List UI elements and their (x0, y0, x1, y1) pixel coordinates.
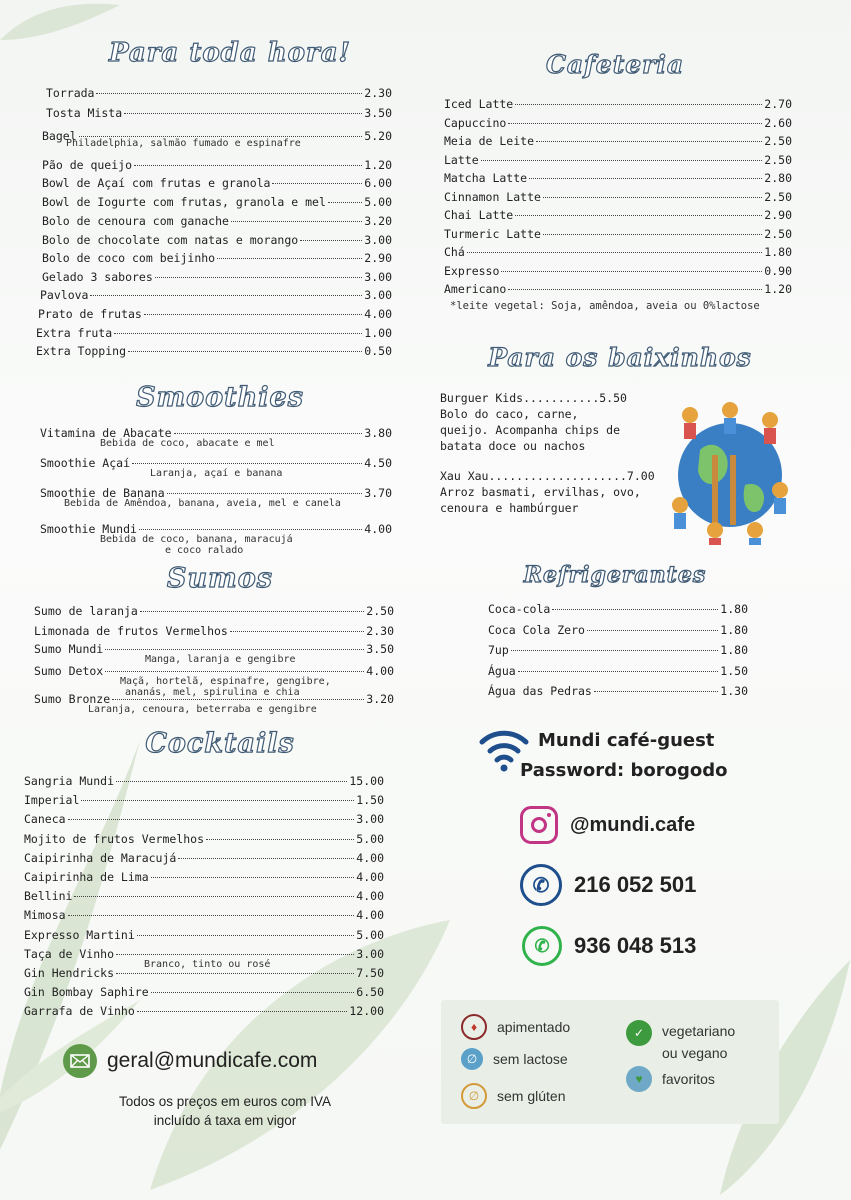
item-name: Capuccino (444, 115, 507, 130)
leader-dots (481, 160, 763, 161)
item-name: Expresso Martini (24, 927, 135, 942)
heart-icon: ♥ (626, 1066, 652, 1092)
legend-spicy-label: apimentado (497, 1019, 571, 1035)
leader-dots (151, 992, 355, 993)
leader-dots (68, 819, 355, 820)
email-text: geral@mundicafe.com (107, 1049, 318, 1072)
leader-dots (79, 136, 363, 137)
leader-dots (124, 113, 362, 114)
item-price: 5.00 (356, 831, 384, 846)
item-name: Água (488, 663, 516, 678)
leader-dots (105, 649, 364, 650)
menu-item-para-toda-hora (38, 307, 392, 321)
legend-lactose (461, 1048, 568, 1070)
menu-item-cocktail (24, 1004, 384, 1018)
item-name: Mojito de frutos Vermelhos (24, 831, 205, 846)
leader-dots (529, 178, 762, 179)
leader-dots (230, 631, 364, 632)
item-name: Extra fruta (36, 326, 113, 340)
item-name: Latte (444, 152, 479, 167)
leader-dots (96, 93, 362, 94)
item-name: Bagel (42, 129, 77, 143)
item-name: Bolo de chocolate com natas e morango (42, 233, 299, 247)
item-price: 2.90 (764, 208, 792, 222)
item-price: 12.00 (349, 1004, 384, 1019)
item-name: Gin Hendricks (24, 966, 115, 980)
item-price: 6.00 (364, 176, 392, 190)
leader-dots (132, 463, 362, 464)
item-price: 2.50 (764, 189, 792, 204)
item-price: 1.80 (764, 245, 792, 259)
item-price: 3.00 (364, 288, 392, 302)
item-name: Smoothie de Banana (40, 486, 165, 500)
item-price: 2.50 (366, 604, 394, 618)
menu-item-cocktail (24, 812, 384, 826)
item-name: 7up (488, 643, 509, 657)
menu-item-para-toda-hora (42, 270, 392, 284)
item-name: Smoothie Mundi (40, 522, 137, 536)
item-name: Coca-cola (488, 602, 551, 616)
leader-dots (300, 240, 362, 241)
section-title-cocktails: Cocktails (145, 728, 295, 759)
menu-item-cocktail (24, 851, 384, 865)
item-price: 2.80 (764, 171, 792, 185)
wifi-password: Password: borogodo (520, 760, 728, 781)
leader-dots (151, 877, 355, 878)
item-name: Imperial (24, 793, 80, 808)
leader-dots (178, 858, 354, 859)
menu-item-cafeteria (444, 134, 792, 148)
menu-item-cafeteria (444, 97, 792, 111)
leader-dots (511, 650, 719, 651)
section-title-cafeteria: Cafeteria (545, 50, 685, 79)
leader-dots (501, 271, 762, 272)
leader-dots (155, 277, 363, 278)
legend-gluten-label: sem glúten (497, 1088, 566, 1104)
item-price: 3.00 (356, 812, 384, 827)
item-price: 5.00 (356, 927, 384, 942)
item-name: Bolo de cenoura com ganache (42, 214, 229, 228)
item-description: Maçã, hortelã, espinafre, gengibre, (120, 676, 331, 687)
leader-dots (594, 691, 718, 692)
leader-dots (174, 433, 363, 434)
leader-dots (536, 141, 762, 142)
cafeteria-note: *leite vegetal: Soja, amêndoa, aveia ou 0%lactose (450, 300, 760, 312)
item-price: 3.00 (364, 270, 392, 284)
menu-item-para-toda-hora (42, 158, 392, 172)
item-description: Laranja, cenoura, beterraba e gengibre (88, 704, 317, 715)
item-price: 4.00 (364, 307, 392, 321)
menu-item-sumo (34, 604, 394, 618)
item-price: 1.80 (720, 602, 748, 616)
menu-item-cafeteria (444, 153, 792, 167)
item-price: 2.60 (764, 115, 792, 130)
item-name: Smoothie Açaí (40, 456, 131, 470)
leader-dots (140, 611, 364, 612)
leader-dots (68, 915, 355, 916)
menu-item-cocktail (24, 908, 384, 922)
xau-xau-item (440, 468, 655, 516)
menu-item-cocktail (24, 928, 384, 942)
no-lactose-icon: ∅ (461, 1048, 483, 1070)
menu-item-para-toda-hora (36, 344, 392, 358)
item-name: Chai Latte (444, 208, 514, 222)
no-gluten-icon: ∅ (461, 1083, 487, 1109)
leader-dots (139, 529, 362, 530)
item-price: 2.50 (764, 152, 792, 167)
menu-item-cafeteria (444, 227, 792, 241)
item-price: 4.00 (356, 870, 384, 884)
item-price: 4.00 (364, 522, 392, 536)
item-price: 2.50 (764, 226, 792, 241)
menu-item-para-toda-hora (42, 176, 392, 190)
item-name: Sumo Detox (34, 664, 104, 678)
item-price: 3.50 (366, 642, 394, 656)
leader-dots (328, 202, 362, 203)
legend-spicy (461, 1014, 570, 1040)
footer-line-2: incluído á taxa em vigor (153, 1113, 297, 1128)
leader-dots (515, 215, 762, 216)
item-description: Laranja, açaí e banana (150, 468, 283, 479)
leader-dots (128, 351, 362, 352)
leader-dots (116, 973, 354, 974)
menu-item-cocktail (24, 889, 384, 903)
item-price: 1.20 (364, 158, 392, 172)
item-price: 3.00 (356, 946, 384, 961)
phone-contact[interactable] (520, 864, 696, 906)
item-name: Sumo de laranja (34, 604, 138, 618)
menu-item-cocktail (24, 793, 384, 807)
item-description: Manga, laranja e gengibre (145, 654, 296, 665)
menu-item-cocktail (24, 985, 384, 999)
item-name: Limonada de frutos Vermelhos (34, 624, 228, 638)
legend-lactose-label: sem lactose (493, 1051, 568, 1067)
leader-dots (137, 1011, 348, 1012)
item-price: 3.70 (364, 486, 392, 500)
item-price: 3.20 (364, 214, 392, 228)
menu-item-cafeteria (444, 208, 792, 222)
whatsapp-contact[interactable] (522, 926, 696, 966)
item-description: Bebida de Amêndoa, banana, aveia, mel e canela (64, 498, 341, 509)
item-price: 1.50 (720, 663, 748, 678)
item-price: 15.00 (349, 774, 384, 788)
menu-item-refrigerante (488, 684, 748, 698)
item-price: 4.00 (356, 889, 384, 904)
footer-line-1: Todos os preços em euros com IVA (118, 1094, 332, 1109)
item-price: 1.80 (720, 622, 748, 637)
leaf-icon: ✓ (626, 1020, 652, 1046)
leader-dots (137, 935, 355, 936)
item-name: Iced Latte (444, 97, 514, 111)
leader-dots (508, 123, 762, 124)
section-title-smoothies: Smoothies (136, 382, 304, 413)
menu-item-para-toda-hora (42, 214, 392, 228)
instagram-contact[interactable] (520, 806, 695, 844)
item-name: Tosta Mista (46, 106, 123, 120)
item-name: Água das Pedras (488, 684, 592, 698)
item-name: Turmeric Latte (444, 226, 541, 241)
leader-dots (167, 493, 363, 494)
menu-item-para-toda-hora (42, 195, 392, 209)
email-contact[interactable] (63, 1044, 317, 1078)
footer-note (70, 1092, 380, 1130)
instagram-icon (520, 806, 558, 844)
legend-veg-line-2: ou vegano (662, 1045, 728, 1061)
item-name: Garrafa de Vinho (24, 1004, 135, 1019)
menu-item-para-toda-hora (42, 233, 392, 247)
phone-number: 216 052 501 (574, 872, 697, 897)
item-name: Bellini (24, 889, 73, 904)
item-name: Meia de Leite (444, 134, 535, 148)
item-price: 5.20 (364, 129, 392, 143)
kids-globe-illustration (660, 395, 800, 545)
bagel-description: Philadelphia, salmão fumado e espinafre (66, 138, 301, 149)
item-name: Bowl de Açaí com frutas e granola (42, 176, 271, 190)
item-price: 2.30 (366, 624, 394, 638)
menu-item-refrigerante (488, 623, 748, 637)
menu-item-para-toda-hora (36, 326, 392, 340)
item-name: Bowl de Iogurte com frutas, granola e mel (42, 195, 326, 209)
email-icon (63, 1044, 97, 1078)
burger-kids-desc-1: Bolo do caco, carne, (440, 407, 579, 421)
menu-item-sumo (34, 624, 394, 638)
dietary-legend (441, 1000, 779, 1124)
section-title-para-toda-hora: Para toda hora! (109, 38, 351, 68)
burger-kids-line: Burguer Kids...........5.50 (440, 391, 627, 405)
item-price: 0.50 (364, 344, 392, 358)
item-price: 1.00 (364, 326, 392, 340)
item-name: Caipirinha de Lima (24, 870, 149, 884)
menu-item-cocktail (24, 832, 384, 846)
item-price: 0.90 (764, 263, 792, 278)
item-name: Chá (444, 245, 465, 259)
item-price: 3.20 (366, 692, 394, 706)
leader-dots (74, 896, 354, 897)
leader-dots (217, 258, 362, 259)
menu-item-para-toda-hora (40, 288, 392, 302)
instagram-handle: @mundi.cafe (570, 813, 696, 836)
leader-dots (543, 197, 762, 198)
leader-dots (116, 954, 354, 955)
item-description: Bebida de coco, abacate e mel (100, 438, 275, 449)
leader-dots (543, 234, 762, 235)
leader-dots (134, 165, 362, 166)
xau-xau-desc-1: Arroz basmati, ervilhas, ovo, (440, 485, 641, 499)
whatsapp-icon: ✆ (522, 926, 562, 966)
legend-gluten (461, 1083, 565, 1109)
item-price: 1.80 (720, 643, 748, 657)
item-price: 2.90 (364, 251, 392, 265)
item-name: Gelado 3 sabores (42, 270, 153, 284)
item-name: Pão de queijo (42, 158, 133, 172)
legend-favorites-label: favoritos (662, 1071, 715, 1087)
leader-dots (206, 839, 354, 840)
item-name: Vitamina de Abacate (40, 426, 172, 440)
item-name: Sangria Mundi (24, 774, 115, 788)
menu-item-cafeteria (444, 282, 792, 296)
legend-veg-line-1: vegetariano (662, 1023, 736, 1039)
leader-dots (114, 333, 362, 334)
item-name: Expresso (444, 263, 500, 278)
item-name: Matcha Latte (444, 171, 528, 185)
chili-icon: ♦ (461, 1014, 487, 1040)
item-name: Bolo de coco com beijinho (42, 251, 216, 265)
item-name: Caipirinha de Maracujá (24, 850, 177, 865)
menu-item-para-toda-hora (46, 106, 392, 120)
item-price: 4.50 (364, 456, 392, 470)
item-price: 2.30 (364, 86, 392, 100)
item-name: Sumo Mundi (34, 642, 104, 656)
item-description: ananás, mel, spirulina e chia (125, 687, 300, 698)
menu-item-refrigerante (488, 602, 748, 616)
item-price: 4.00 (356, 908, 384, 923)
leader-dots (518, 671, 719, 672)
wifi-network: Mundi café-guest (538, 730, 715, 751)
section-title-baixinhos: Para os baixinhos (488, 343, 752, 372)
item-description: e coco ralado (165, 545, 244, 556)
leader-dots (231, 221, 362, 222)
burger-kids-desc-3: batata doce ou nachos (440, 439, 586, 453)
section-title-sumos: Sumos (167, 563, 273, 594)
menu-item-cafeteria (444, 171, 792, 185)
leader-dots (587, 630, 718, 631)
menu-item-refrigerante (488, 643, 748, 657)
item-name: Mimosa (24, 908, 66, 923)
xau-xau-desc-2: cenoura e hambúrguer (440, 501, 579, 515)
leader-dots (90, 295, 362, 296)
item-price: 3.00 (364, 233, 392, 247)
burger-kids-item (440, 390, 627, 454)
leader-dots (508, 289, 762, 290)
whatsapp-number: 936 048 513 (574, 933, 697, 958)
leader-dots (81, 800, 354, 801)
item-name: Extra Topping (36, 344, 127, 358)
leader-dots (552, 609, 718, 610)
item-price: 7.50 (356, 966, 384, 980)
item-name: Torrada (46, 86, 95, 100)
menu-item-cafeteria (444, 264, 792, 278)
leader-dots (116, 781, 347, 782)
item-price: 1.50 (356, 793, 384, 808)
section-title-refrigerantes: Refrigerantes (523, 562, 707, 588)
menu-item-cafeteria (444, 116, 792, 130)
item-price: 1.20 (764, 282, 792, 296)
vinho-description: Branco, tinto ou rosé (144, 959, 271, 970)
item-price: 2.50 (764, 134, 792, 148)
phone-icon: ✆ (520, 864, 562, 906)
item-price: 6.50 (356, 985, 384, 1000)
menu-item-cocktail (24, 870, 384, 884)
legend-favorites (626, 1066, 715, 1092)
item-name: Cinnamon Latte (444, 189, 541, 204)
item-name: Coca Cola Zero (488, 622, 585, 637)
item-name: Taça de Vinho (24, 946, 115, 961)
menu-item-cafeteria (444, 245, 792, 259)
item-name: Caneca (24, 812, 66, 827)
menu-item-para-toda-hora (42, 251, 392, 265)
legend-vegetarian (626, 1020, 735, 1064)
burger-kids-desc-2: queijo. Acompanha chips de (440, 423, 621, 437)
leader-dots (272, 183, 362, 184)
item-description: Bebida de coco, banana, maracujá (100, 534, 293, 545)
item-price: 3.50 (364, 106, 392, 120)
item-price: 3.80 (364, 426, 392, 440)
leader-dots (112, 699, 364, 700)
item-price: 2.70 (764, 97, 792, 111)
leader-dots (515, 104, 762, 105)
leader-dots (467, 252, 763, 253)
menu-item-para-toda-hora (46, 86, 392, 100)
item-name: Prato de frutas (38, 307, 142, 321)
item-price: 1.30 (720, 684, 748, 698)
menu-item-cafeteria (444, 190, 792, 204)
item-price: 4.00 (356, 850, 384, 865)
leader-dots (144, 314, 362, 315)
item-price: 4.00 (366, 664, 394, 678)
item-name: Gin Bombay Saphire (24, 985, 149, 1000)
item-name: Sumo Bronze (34, 692, 111, 706)
item-name: Americano (444, 282, 507, 296)
item-price: 5.00 (364, 195, 392, 209)
xau-xau-line: Xau Xau....................7.00 (440, 469, 655, 483)
item-name: Pavlova (40, 288, 89, 302)
menu-item-refrigerante (488, 664, 748, 678)
menu-item-cocktail (24, 774, 384, 788)
leader-dots (105, 671, 364, 672)
